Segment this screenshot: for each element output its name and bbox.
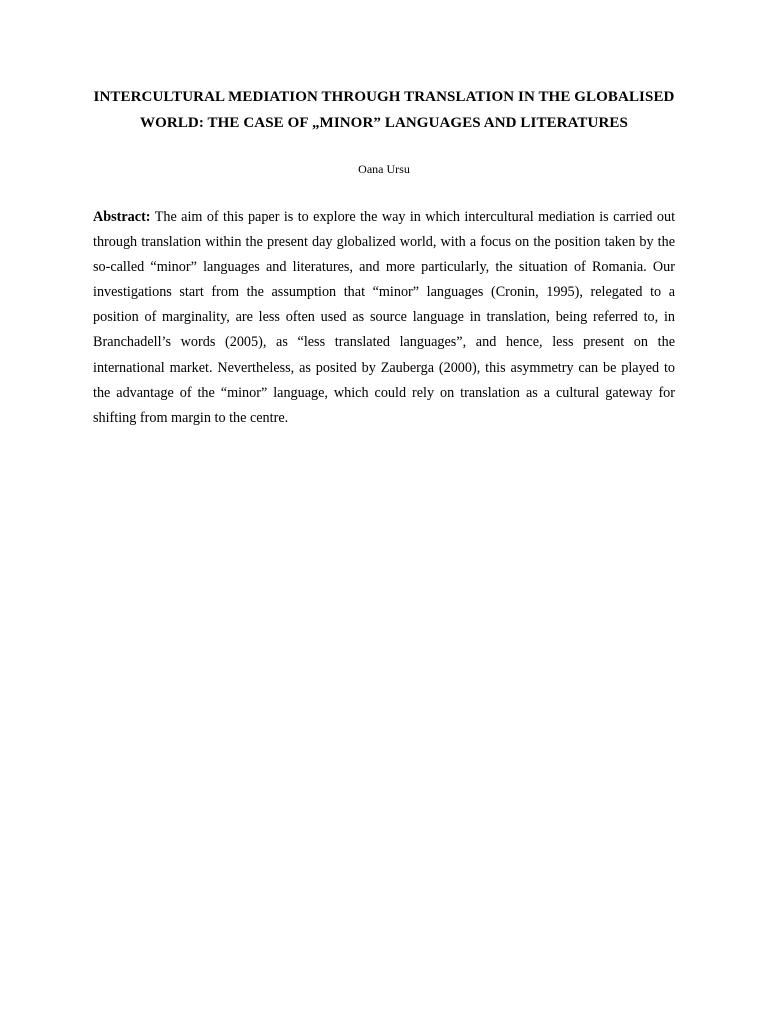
paper-title: INTERCULTURAL MEDIATION THROUGH TRANSLATION IN THE GLOBALISED WORLD: THE CASE OF „MINOR” LANGUAGES AND LITERATURES (93, 89, 675, 131)
author-name: Oana Ursu (358, 162, 410, 176)
abstract-text: The aim of this paper is to explore the way in which intercultural mediation is carried out through translation within the present day globalized world, with a focus on the position taken by the so-called “minor” languages and literatures, and more particularly, the situation of Romania. Our investigations start from the assumption that “minor” languages (Cronin, 1995), relegated to a position of marginality, are less often used as source language in translation, being referred to, in Branchadell’s words (2005), as “less translated languages”, and hence, less present on the international market. Nevertheless, as posited by Zauberga (2000), this asymmetry can be played to the advantage of the “minor” language, which could rely on translation as a cultural gateway for shifting from margin to the centre. (93, 209, 676, 426)
abstract-label: Abstract: (93, 209, 151, 225)
abstract-paragraph (93, 205, 675, 431)
